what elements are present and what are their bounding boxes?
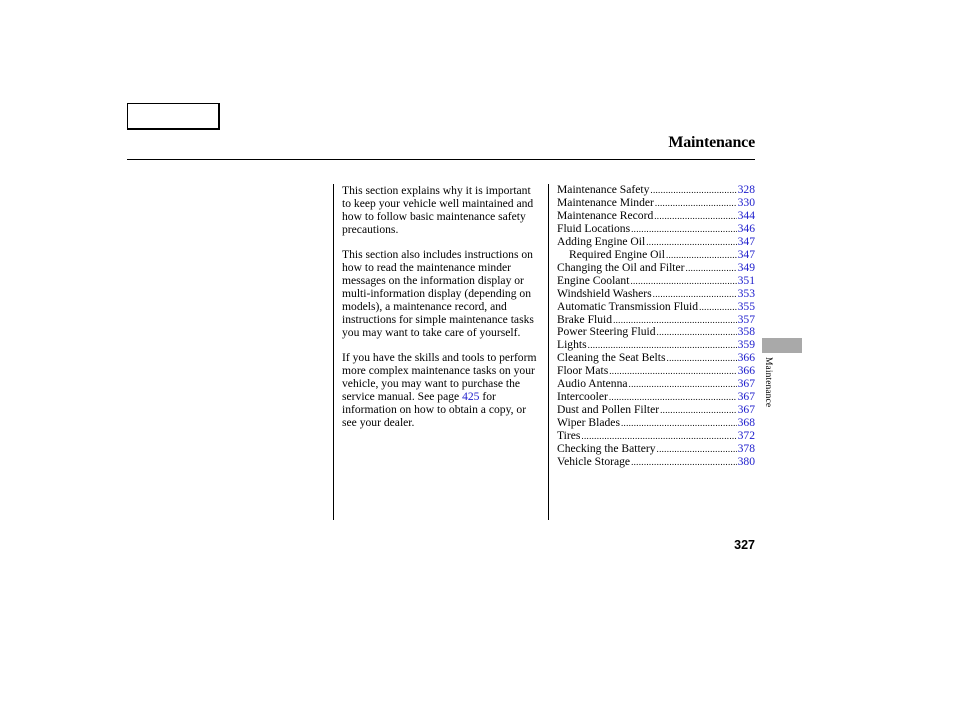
- toc-entry-label: Vehicle Storage: [557, 455, 631, 469]
- toc-entry-label: Fluid Locations: [557, 221, 631, 235]
- toc-dot-leader: [630, 275, 736, 288]
- toc-dot-leader: [650, 184, 736, 197]
- toc-dot-leader: [631, 223, 737, 236]
- toc-entry-label: Maintenance Record: [557, 208, 654, 222]
- toc-entry-label: Adding Engine Oil: [557, 234, 646, 248]
- column-divider-middle: [548, 184, 549, 520]
- toc-dot-leader: [686, 262, 737, 275]
- toc-entry-label: Cleaning the Seat Belts: [557, 351, 666, 365]
- toc-entry[interactable]: [557, 301, 755, 314]
- toc-entry-page-link[interactable]: 344: [737, 208, 755, 222]
- toc-dot-leader: [631, 456, 737, 469]
- title-rule: [127, 159, 755, 160]
- section-tab-label: Maintenance: [763, 357, 773, 408]
- toc-entry-page-link[interactable]: 366: [737, 351, 755, 365]
- toc-entry[interactable]: [557, 288, 755, 301]
- toc-entry-page-link[interactable]: 349: [737, 260, 755, 274]
- toc-entry-page-link[interactable]: 346: [737, 221, 755, 235]
- toc-entry-page-link[interactable]: 355: [737, 299, 755, 313]
- toc-entry[interactable]: [557, 262, 755, 275]
- toc-entry-page-link[interactable]: 368: [737, 416, 755, 430]
- toc-entry-label: Wiper Blades: [557, 416, 620, 430]
- toc-entry-label: Required Engine Oil: [569, 247, 665, 261]
- toc-entry-label: Audio Antenna: [557, 377, 628, 391]
- toc-entry-page-link[interactable]: 347: [737, 247, 755, 261]
- toc-entry-label: Maintenance Minder: [557, 195, 654, 209]
- intro-paragraph-3: [342, 351, 542, 429]
- toc-dot-leader: [646, 236, 736, 249]
- toc-entry[interactable]: [557, 456, 755, 469]
- toc-entry-label: Lights: [557, 338, 587, 352]
- column-divider-left: [333, 184, 334, 520]
- toc-entry-label: Power Steering Fluid: [557, 325, 656, 339]
- toc-dot-leader: [655, 197, 737, 210]
- toc-entry[interactable]: [557, 417, 755, 430]
- toc-dot-leader: [629, 378, 737, 391]
- toc-entry-page-link[interactable]: 328: [737, 183, 755, 196]
- toc-entry-label: Tires: [557, 429, 581, 443]
- toc-entry-page-link[interactable]: 367: [737, 377, 755, 391]
- toc-entry-page-link[interactable]: 378: [737, 442, 755, 456]
- toc-entry-page-link[interactable]: 358: [737, 325, 755, 339]
- toc-dot-leader: [657, 443, 737, 456]
- toc-entry-page-link[interactable]: 359: [737, 338, 755, 352]
- intro-paragraph-3-text-before: If you have the skills and tools to perform more complex maintenance tasks on your vehicle, you may want to purchase the service manual. See page: [342, 351, 537, 403]
- toc-entry-label: Engine Coolant: [557, 273, 630, 287]
- intro-paragraph-2: This section also includes instructions on how to read the maintenance minder messages on the information display or multi-information display (depending on models), a maintenance record, and instructions for simple maintenance tasks you may want to take care of yourself.: [342, 248, 534, 339]
- toc-entry-page-link[interactable]: 347: [737, 234, 755, 248]
- toc-entry-label: Brake Fluid: [557, 312, 613, 326]
- toc-entry-page-link[interactable]: 330: [737, 195, 755, 209]
- page-title: Maintenance: [668, 134, 755, 151]
- toc-entry-page-link[interactable]: 366: [737, 364, 755, 378]
- toc-entry[interactable]: [557, 223, 755, 236]
- toc-dot-leader: [621, 417, 737, 430]
- toc-dot-leader: [660, 404, 737, 417]
- toc-entry-label: Windshield Washers: [557, 286, 652, 300]
- intro-paragraph-3-text-after: for information on how to obtain a copy, or see your dealer.: [342, 390, 527, 429]
- toc-dot-leader: [609, 365, 736, 378]
- toc-dot-leader: [654, 210, 736, 223]
- toc-dot-leader: [666, 249, 737, 262]
- toc-entry-label: Intercooler: [557, 390, 608, 404]
- toc-entry-label: Changing the Oil and Filter: [557, 260, 685, 274]
- toc-entry-page-link[interactable]: 367: [737, 403, 755, 417]
- toc-dot-leader: [657, 326, 737, 339]
- toc-entry[interactable]: [557, 275, 755, 288]
- toc-dot-leader: [667, 352, 737, 365]
- table-of-contents: [557, 184, 755, 469]
- toc-entry-label: Maintenance Safety: [557, 183, 650, 196]
- toc-entry-page-link[interactable]: 351: [737, 273, 755, 287]
- toc-entry-label: Checking the Battery: [557, 442, 656, 456]
- corner-box: [127, 103, 220, 130]
- toc-entry-page-link[interactable]: 372: [737, 429, 755, 443]
- intro-text: [342, 184, 542, 441]
- toc-entry-page-link[interactable]: 353: [737, 286, 755, 300]
- toc-entry-label: Dust and Pollen Filter: [557, 403, 660, 417]
- toc-entry[interactable]: [557, 236, 755, 249]
- toc-entry-page-link[interactable]: 380: [737, 455, 755, 469]
- intro-paragraph-1: This section explains why it is important to keep your vehicle well maintained and how to follow basic maintenance safety precautions.: [342, 184, 534, 236]
- toc-entry-label: Automatic Transmission Fluid: [557, 299, 699, 313]
- section-tab[interactable]: [762, 338, 802, 353]
- toc-entry[interactable]: [557, 210, 755, 223]
- toc-entry-label: Floor Mats: [557, 364, 609, 378]
- page-number: 327: [734, 538, 755, 552]
- toc-entry-page-link[interactable]: 357: [737, 312, 755, 326]
- toc-entry[interactable]: [557, 184, 755, 197]
- toc-dot-leader: [653, 288, 737, 301]
- toc-entry[interactable]: [557, 249, 755, 262]
- service-manual-page-link[interactable]: 425: [462, 390, 480, 403]
- toc-entry-page-link[interactable]: 367: [737, 390, 755, 404]
- toc-dot-leader: [699, 301, 737, 314]
- toc-entry[interactable]: [557, 197, 755, 210]
